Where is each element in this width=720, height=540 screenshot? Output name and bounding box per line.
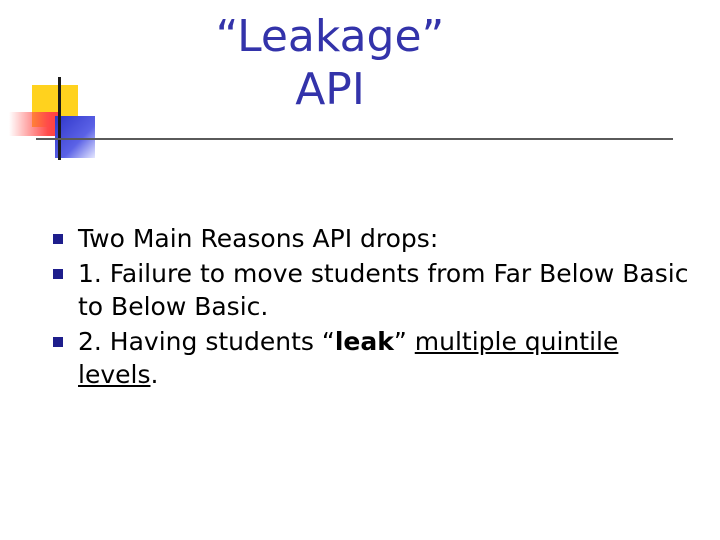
bullet-text-3-part-2: ”: [393, 327, 415, 356]
bullet-text-3-part-3: .: [150, 360, 159, 389]
bullet-item-2: [48, 257, 698, 323]
title-underline-rule: [36, 138, 673, 140]
square-bullet-icon: [53, 234, 63, 244]
bullet-item-1: [48, 222, 698, 255]
square-bullet-icon: [53, 337, 63, 347]
bullet-list: [48, 222, 698, 393]
decoration-vertical-line: [58, 77, 61, 160]
bullet-text-3-underlined: multiple quintile levels: [78, 327, 619, 389]
slide-title: [170, 10, 490, 116]
bullet-text-2: 1. Failure to move students from Far Below Basic to Below Basic.: [78, 259, 689, 321]
decoration-red-bar: [9, 112, 61, 136]
bullet-text-3-bold: leak: [334, 327, 394, 356]
slide-title-line-1: “Leakage”: [215, 11, 445, 62]
decoration-blue-square: [55, 116, 95, 158]
bullet-text-3-part-1: 2. Having students “: [78, 327, 335, 356]
square-bullet-icon: [53, 269, 63, 279]
bullet-text-1: Two Main Reasons API drops:: [78, 224, 439, 253]
slide-title-line-2: API: [295, 64, 365, 115]
bullet-item-3: [48, 325, 698, 391]
